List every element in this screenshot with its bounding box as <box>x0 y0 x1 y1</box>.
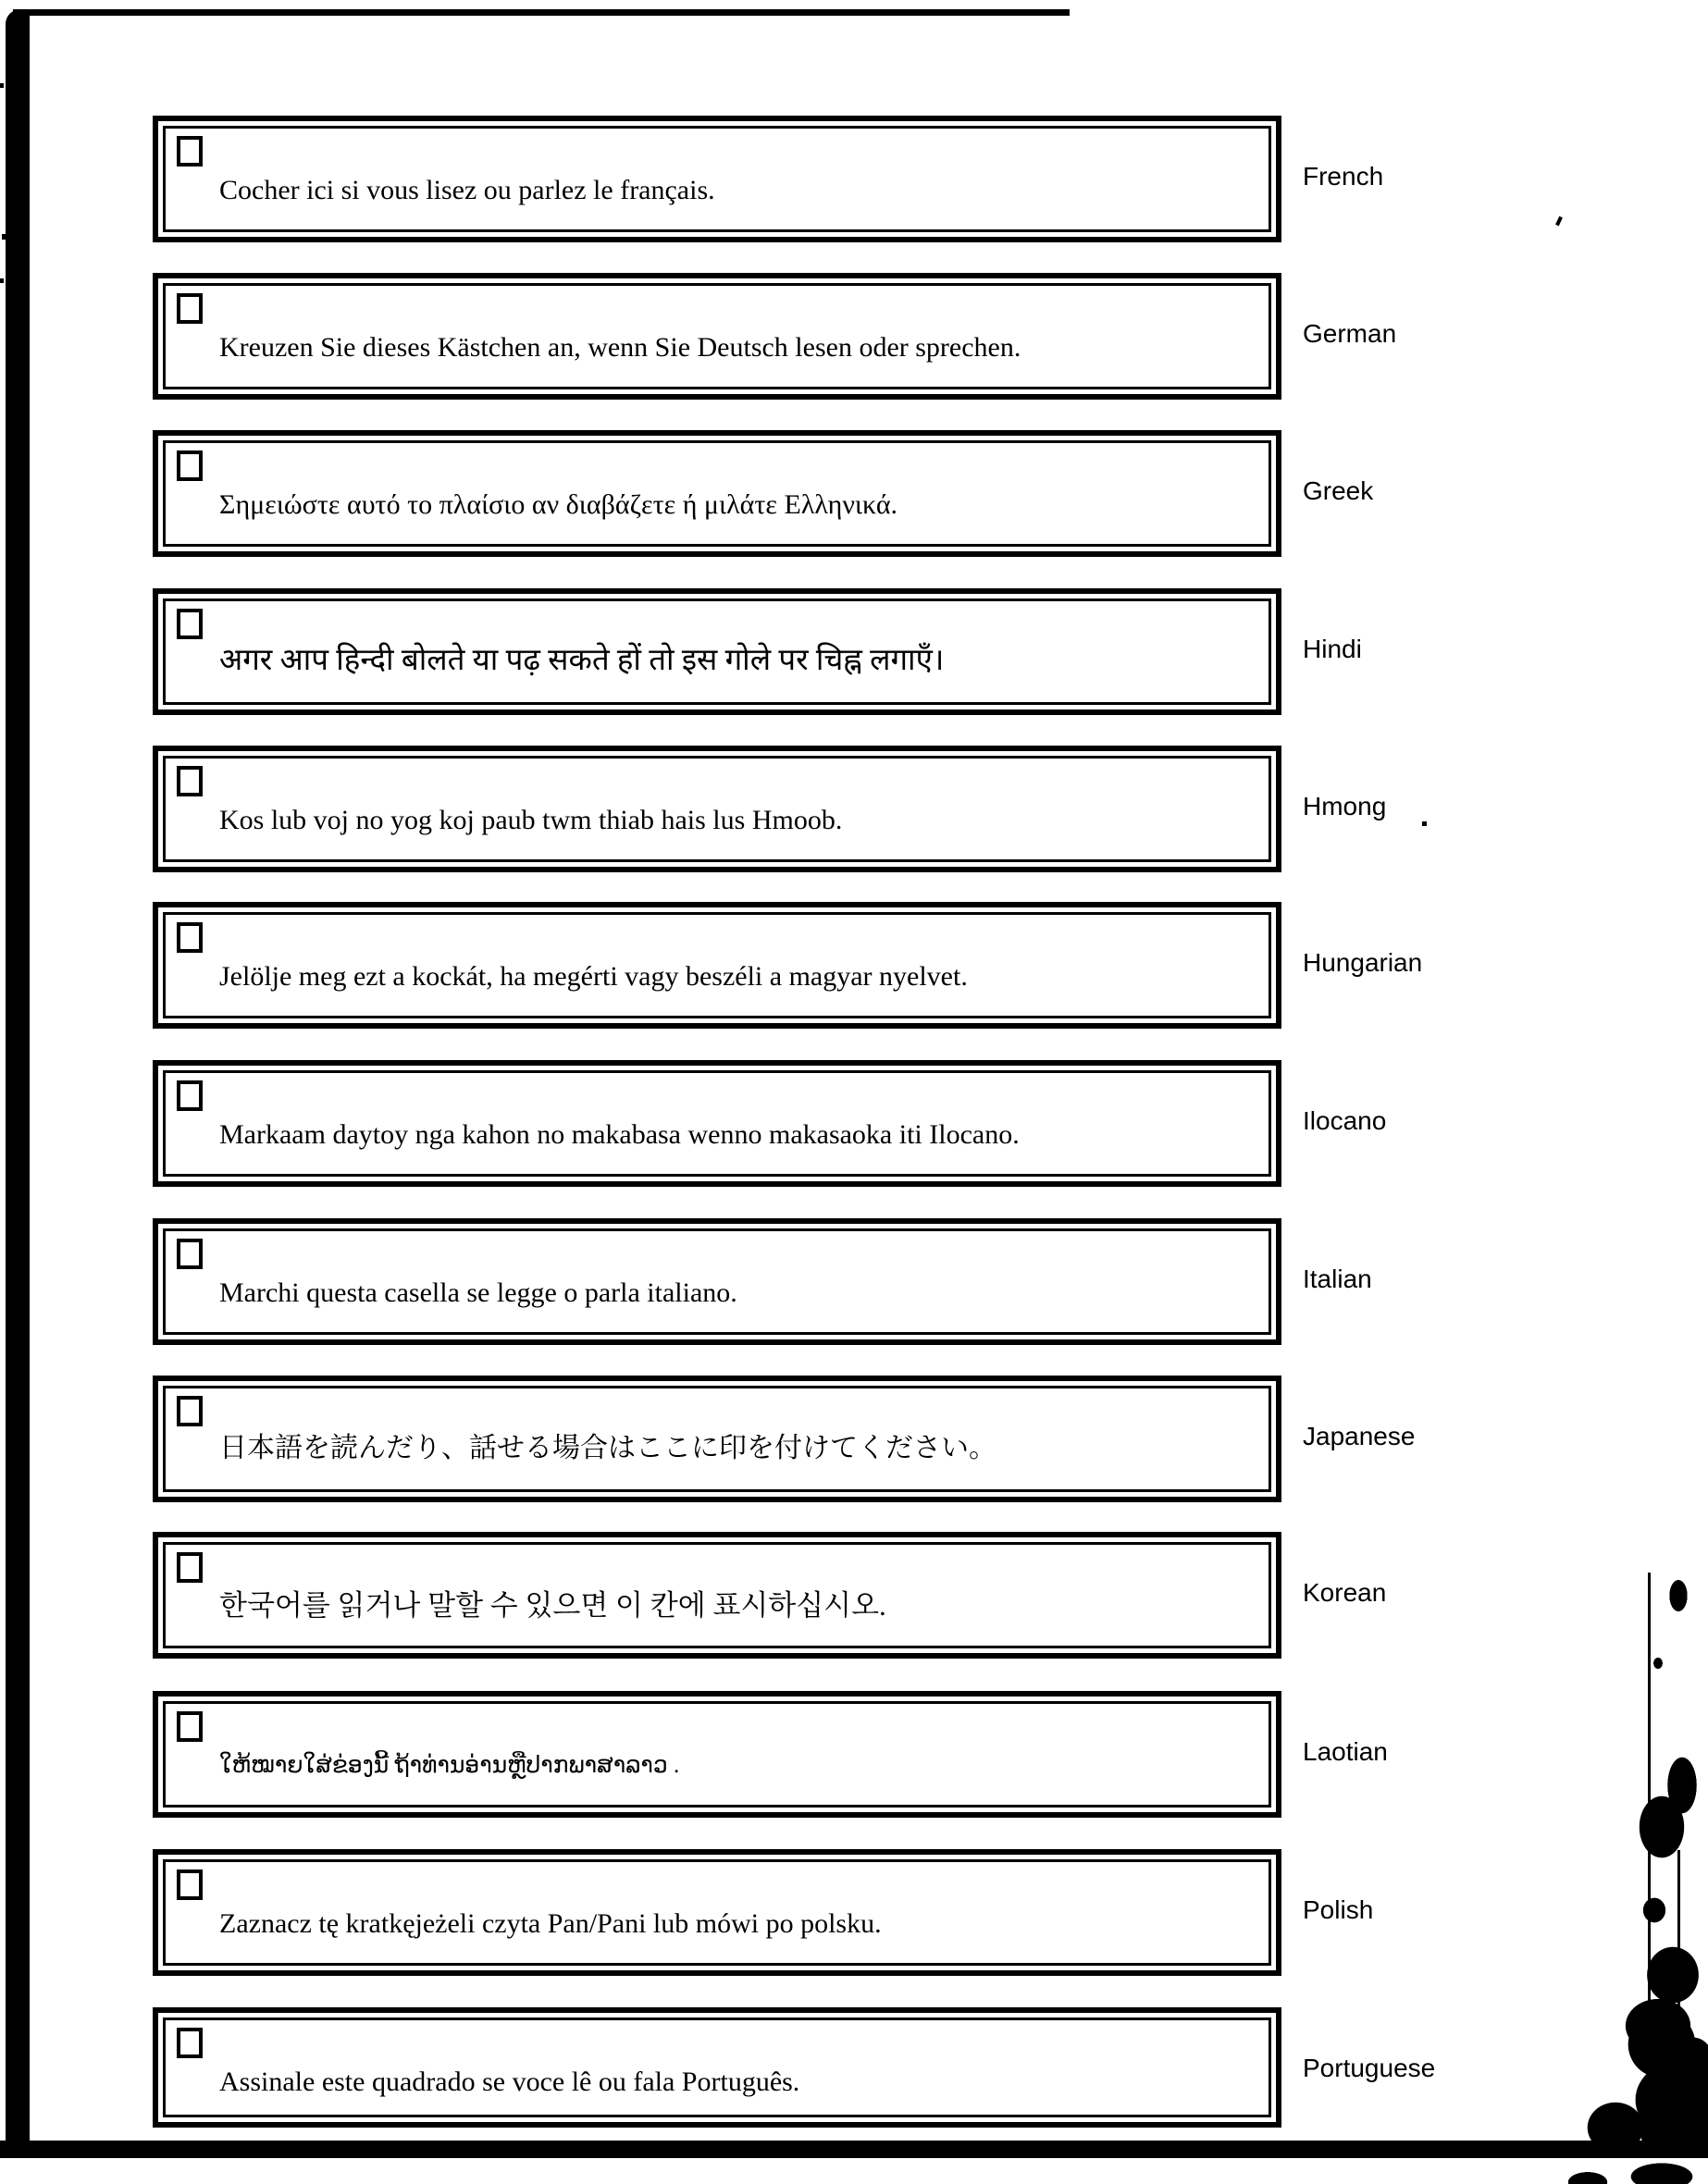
statement-box <box>153 588 1281 715</box>
language-row-portuguese <box>0 2007 1708 2134</box>
statement-text: Jelölje meg ezt a kockát, ha megérti vagy beszéli a magyar nyelvet. <box>219 961 968 992</box>
language-checkbox[interactable] <box>177 1552 203 1583</box>
language-checkbox[interactable] <box>177 293 203 324</box>
scan-speck <box>0 83 4 88</box>
statement-text: Σημειώστε αυτό το πλαίσιο αν διαβάζετε ή μιλάτε Ελληνικά. <box>219 489 898 520</box>
language-checkbox[interactable] <box>177 1711 203 1742</box>
statement-text: Cocher ici si vous lisez ou parlez le français. <box>219 175 715 205</box>
statement-box <box>153 2007 1281 2128</box>
language-checkbox[interactable] <box>177 1080 203 1111</box>
language-label: Hindi <box>1303 635 1362 663</box>
language-row-hindi <box>0 588 1708 715</box>
language-checkbox[interactable] <box>177 450 203 481</box>
statement-text: Kos lub voj no yog koj paub twm thiab hais lus Hmoob. <box>219 805 843 835</box>
language-label: Laotian <box>1303 1737 1388 1766</box>
statement-box <box>153 1060 1281 1187</box>
language-label: Ilocano <box>1303 1106 1387 1135</box>
language-label: German <box>1303 319 1397 348</box>
statement-text: Marchi questa casella se legge o parla italiano. <box>219 1277 737 1308</box>
language-label: Hungarian <box>1303 948 1423 977</box>
statement-text: ໃຫ້ໝາຍໃສ່ຂ່ອງນີ້ ຖ້າທ່ານອ່ານຫຼືປາກພາສາລາວ . <box>219 1753 680 1778</box>
statement-text: 日本語を読んだり、話せる場合はここに印を付けてください。 <box>219 1432 996 1464</box>
language-checkbox[interactable] <box>177 922 203 953</box>
language-label: Korean <box>1303 1578 1387 1607</box>
language-checkbox[interactable] <box>177 609 203 639</box>
language-checkbox[interactable] <box>177 136 203 167</box>
statement-text: Markaam daytoy nga kahon no makabasa wenno makasaoka iti Ilocano. <box>219 1119 1020 1150</box>
statement-text: 한국어를 읽거나 말할 수 있으면 이 칸에 표시하십시오. <box>219 1589 886 1622</box>
scan-edge-top-line <box>13 9 1070 16</box>
language-row-greek <box>0 430 1708 557</box>
language-row-hungarian <box>0 902 1708 1029</box>
language-row-italian <box>0 1218 1708 1345</box>
language-label: Hmong <box>1303 792 1387 821</box>
scan-edge-bottom-bar <box>0 2141 1708 2158</box>
statement-text: Kreuzen Sie dieses Kästchen an, wenn Sie Deutsch lesen oder sprechen. <box>219 332 1021 363</box>
language-row-french <box>0 116 1708 242</box>
language-row-german <box>0 273 1708 400</box>
scan-noise-below-bar <box>1551 2158 1708 2184</box>
statement-box <box>153 1376 1281 1502</box>
language-row-korean <box>0 1532 1708 1659</box>
language-label: Italian <box>1303 1265 1372 1293</box>
language-row-ilocano <box>0 1060 1708 1187</box>
language-label: Greek <box>1303 476 1374 505</box>
language-row-laotian <box>0 1691 1708 1818</box>
statement-box <box>153 116 1281 242</box>
language-row-polish <box>0 1849 1708 1976</box>
statement-box <box>153 273 1281 400</box>
language-checkbox[interactable] <box>177 1396 203 1426</box>
language-checkbox[interactable] <box>177 766 203 796</box>
language-checkbox[interactable] <box>177 1869 203 1900</box>
statement-box <box>153 1849 1281 1976</box>
language-checkbox[interactable] <box>177 1239 203 1269</box>
language-row-japanese <box>0 1376 1708 1502</box>
statement-box <box>153 1691 1281 1818</box>
statement-text: Zaznacz tę kratkęjeżeli czyta Pan/Pani lub mówi po polsku. <box>219 1908 882 1939</box>
language-label: Japanese <box>1303 1422 1416 1450</box>
statement-box <box>153 746 1281 872</box>
language-label: French <box>1303 162 1384 191</box>
language-checkbox[interactable] <box>177 2028 203 2058</box>
statement-box <box>153 1532 1281 1659</box>
language-row-hmong <box>0 746 1708 872</box>
language-label: Portuguese <box>1303 2054 1436 2082</box>
language-label: Polish <box>1303 1895 1374 1924</box>
statement-text: Assinale este quadrado se voce lê ou fala Português. <box>219 2067 800 2097</box>
statement-box <box>153 430 1281 557</box>
statement-box <box>153 1218 1281 1345</box>
statement-text: अगर आप हिन्दी बोलते या पढ़ सकते हों तो इस गोले पर चिह्न लगाएँ। <box>219 644 945 677</box>
statement-box <box>153 902 1281 1029</box>
